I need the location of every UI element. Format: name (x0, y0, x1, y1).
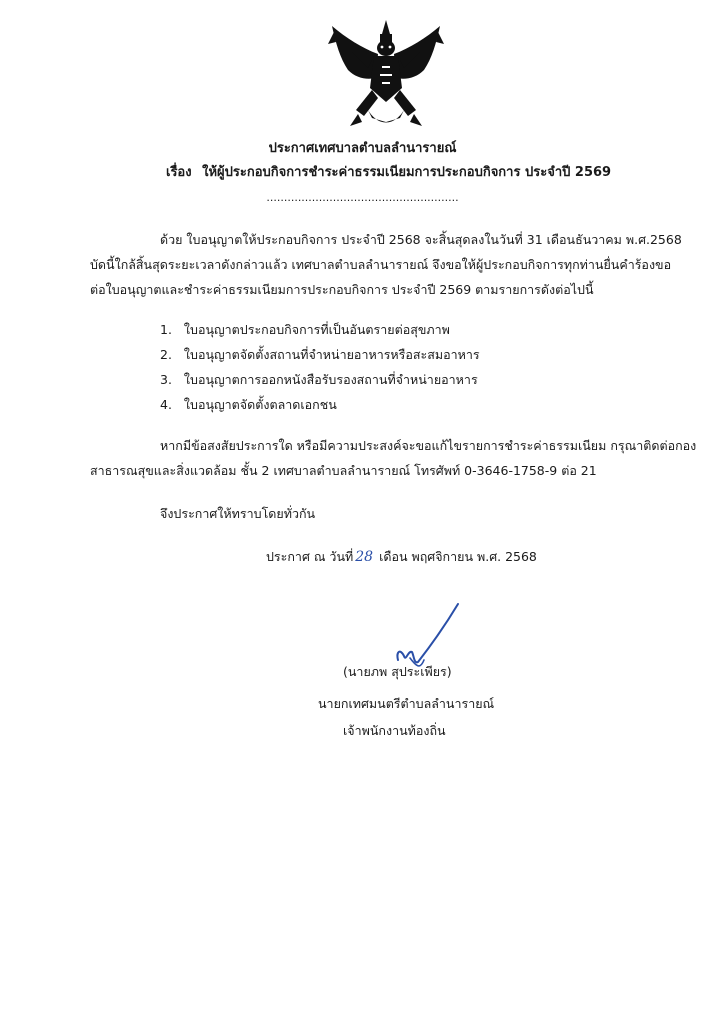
paragraph-1-line-2: บัดนี้ใกล้สิ้นสุดระยะเวลาดังกล่าวแล้ว เทศบาลตำบลลำนารายณ์ จึงขอให้ผู้ประกอบกิจการทุกท่านยื่นคำร้องขอ (90, 257, 672, 272)
list-item-text: ใบอนุญาตจัดตั้งสถานที่จำหน่ายอาหารหรือสะสมอาหาร (183, 347, 480, 362)
announcement-subject (166, 165, 611, 181)
list-item-text: ใบอนุญาตประกอบกิจการที่เป็นอันตรายต่อสุขภาพ (183, 322, 450, 337)
list-item-number: 2. (160, 347, 172, 362)
list-item (160, 322, 450, 338)
closing-statement: จึงประกาศให้ทราบโดยทั่วกัน (160, 506, 316, 521)
signatory-role: เจ้าพนักงานท้องถิ่น (343, 723, 446, 738)
paragraph-2-line-2: สาธารณสุขและสิ่งแวดล้อม ชั้น 2 เทศบาลตำบลลำนารายณ์ โทรศัพท์ 0-3646-1758-9 ต่อ 21 (90, 463, 597, 478)
list-item-number: 4. (160, 397, 172, 412)
announcement-date (266, 549, 537, 565)
date-month-year: เดือน พฤศจิกายน พ.ศ. 2568 (379, 549, 537, 564)
paragraph-2-line-1: หากมีข้อสงสัยประการใด หรือมีความประสงค์จะขอแก้ไขรายการชำระค่าธรรมเนียม กรุณาติดต่อกอง (160, 438, 697, 453)
paragraph-1-line-1: ด้วย ใบอนุญาตให้ประกอบกิจการ ประจำปี 2568 จะสิ้นสุดลงในวันที่ 31 เดือนธันวาคม พ.ศ.2568 (160, 232, 682, 247)
list-item-number: 1. (160, 322, 172, 337)
garuda-emblem-icon (326, 18, 446, 136)
list-item-number: 3. (160, 372, 172, 387)
list-item-text: ใบอนุญาตการออกหนังสือรับรองสถานที่จำหน่ายอาหาร (183, 372, 478, 387)
announcement-title: ประกาศเทศบาลตำบลลำนารายณ์ (268, 141, 457, 156)
subject-prefix: เรื่อง (166, 165, 192, 180)
list-item-text: ใบอนุญาตจัดตั้งตลาดเอกชน (183, 397, 337, 412)
list-item (160, 397, 337, 413)
list-item (160, 372, 478, 388)
paragraph-1-line-3: ต่อใบอนุญาตและชำระค่าธรรมเนียมการประกอบกิจการ ประจำปี 2569 ตามรายการดังต่อไปนี้ (90, 282, 594, 297)
title-separator: ....................................................... (266, 191, 459, 204)
date-day-handwritten: 28 (355, 549, 374, 565)
subject-text: ให้ผู้ประกอบกิจการชำระค่าธรรมเนียมการประกอบกิจการ ประจำปี 2569 (202, 165, 612, 180)
signatory-position: นายกเทศมนตรีตำบลลำนารายณ์ (318, 696, 495, 711)
signatory-name: (นายภพ สุประเพียร) (343, 664, 452, 679)
list-item (160, 347, 480, 363)
date-prefix: ประกาศ ณ วันที่ (266, 549, 354, 564)
